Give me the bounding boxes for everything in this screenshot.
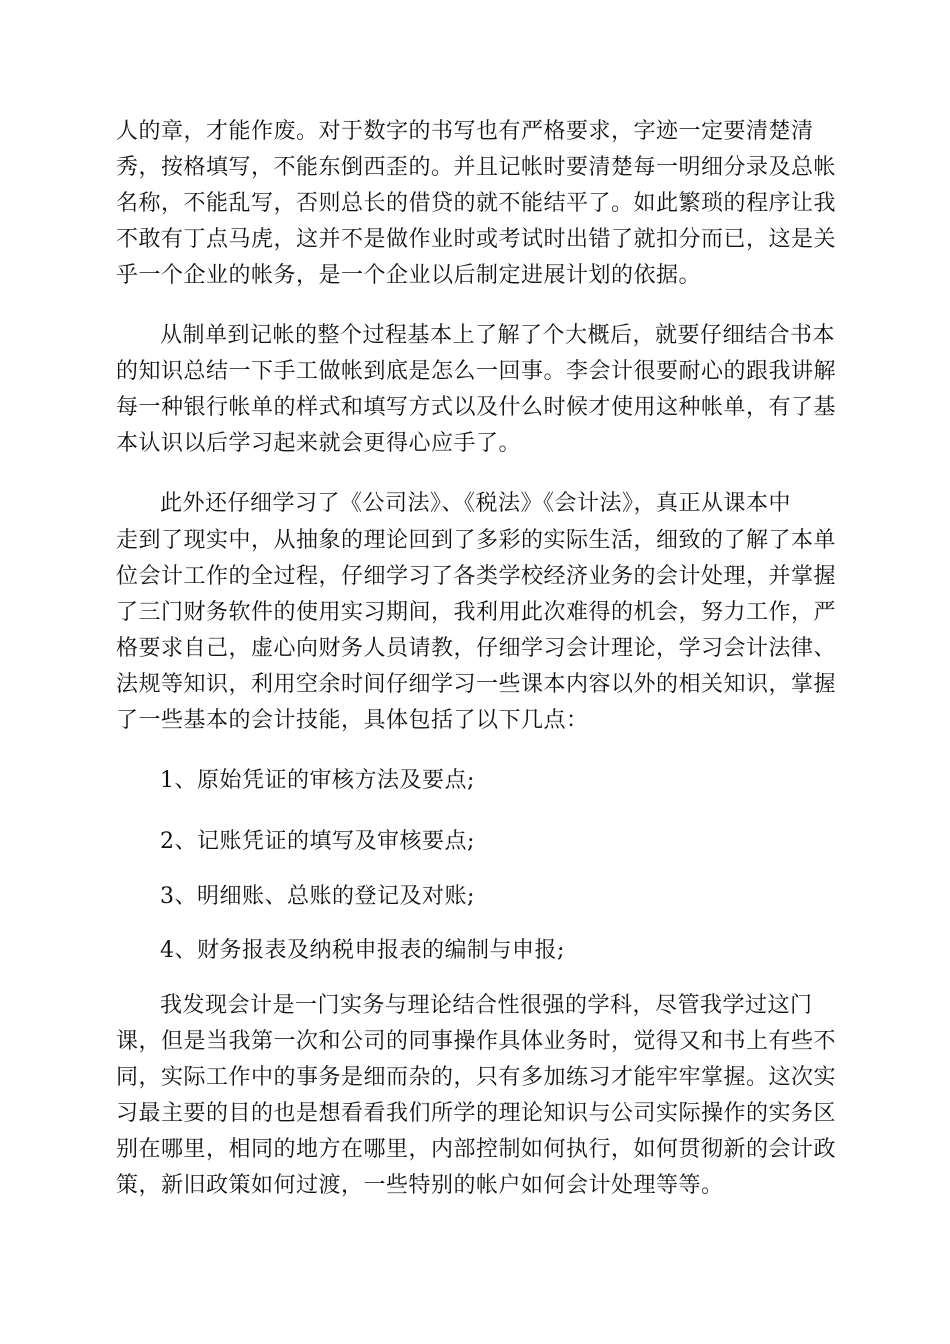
text-line: 策，新旧政策如何过渡，一些特别的帐户如何会计处理等等。 [116,1173,724,1198]
text-line: 名称，不能乱写，否则总长的借贷的就不能结平了。如此繁琐的程序让我 [116,191,837,216]
text-line: 课，但是当我第一次和公司的同事操作具体业务时，觉得又和书上有些不 [116,1029,837,1054]
text-line: 了三门财务软件的使用实习期间，我利用此次难得的机会，努力工作，严 [116,600,837,625]
text-line: 别在哪里，相同的地方在哪里，内部控制如何执行，如何贯彻新的会计政 [116,1137,837,1162]
text-line: 格要求自己，虚心向财务人员请教，仔细学习会计理论，学习会计法律、 [116,636,837,661]
text-line: 秀，按格填写，不能东倒西歪的。并且记帐时要清楚每一明细分录及总帐 [116,155,837,180]
text-line: 习最主要的目的也是想看看我们所学的理论知识与公司实际操作的实务区 [116,1101,837,1126]
list-item: 3、明细账、总账的登记及对账; [160,884,475,909]
text-line: 的知识总结一下手工做帐到底是怎么一回事。李会计很要耐心的跟我讲解 [116,359,837,384]
text-line: 从制单到记帐的整个过程基本上了解了个大概后，就要仔细结合书本 [160,323,836,348]
text-line: 不敢有丁点马虎，这并不是做作业时或考试时出错了就扣分而已，这是关 [116,227,837,252]
text-line: 位会计工作的全过程，仔细学习了各类学校经济业务的会计处理，并掌握 [116,564,837,589]
text-line: 每一种银行帐单的样式和填写方式以及什么时候才使用这种帐单，有了基 [116,395,837,420]
list-item: 1、原始凭证的审核方法及要点; [160,768,475,793]
text-line: 乎一个企业的帐务，是一个企业以后制定进展计划的依据。 [116,263,702,288]
text-line: 了一些基本的会计技能，具体包括了以下几点： [116,708,589,733]
text-line: 同，实际工作中的事务是细而杂的，只有多加练习才能牢牢掌握。这次实 [116,1065,837,1090]
text-line: 我发现会计是一门实务与理论结合性很强的学科，尽管我学过这门 [160,993,813,1018]
text-line: 法规等知识，利用空余时间仔细学习一些课本内容以外的相关知识，掌握 [116,672,837,697]
text-line: 此外还仔细学习了《公司法》、《税法》《会计法》，真正从课本中 [160,491,792,516]
list-item: 2、记账凭证的填写及审核要点; [160,829,475,854]
text-line: 本认识以后学习起来就会更得心应手了。 [116,431,522,456]
text-line: 走到了现实中，从抽象的理论回到了多彩的实际生活，细致的了解了本单 [116,528,837,553]
list-item: 4、财务报表及纳税申报表的编制与申报; [160,938,565,963]
text-line: 人的章，才能作废。对于数字的书写也有严格要求，字迹一定要清楚清 [116,119,814,144]
